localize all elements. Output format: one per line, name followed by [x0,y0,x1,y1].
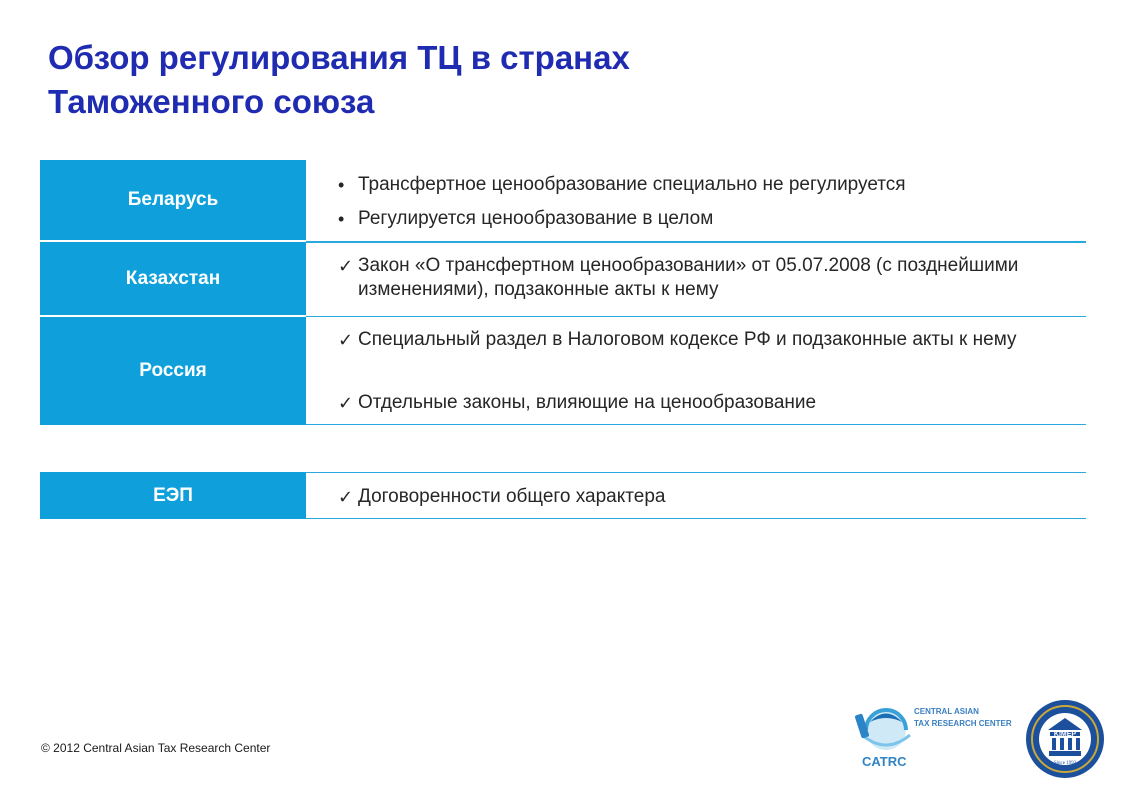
country-label-kazakhstan: Казахстан [40,242,306,317]
kimep-seal-icon [1024,698,1106,780]
country-label-russia: Россия [40,317,306,425]
page-title [48,36,948,124]
catrc-line-2: TAX RESEARCH CENTER [914,719,1012,728]
row-content-eep [306,472,1086,519]
catrc-logo-icon [850,700,1015,780]
kimep-name: KIMEP [1053,731,1077,738]
row-belarus [40,160,1086,242]
list-item [338,254,1066,302]
list-item-text: Договоренности общего характера [358,486,666,507]
list-item-text: Регулируется ценообразование в целом [358,208,714,229]
list-item [338,328,1066,352]
list-item-text: Закон «О трансфертном ценообразовании» от 05.07.2008 (с позднейшими изменениями), подзаконные акты к нему [358,255,1019,300]
list-item [338,391,1066,415]
row-content-belarus [306,160,1086,242]
bullet-icon: • [338,209,345,229]
row-russia [40,317,1086,425]
list-item [338,485,1066,509]
list-item-text: Отдельные законы, влияющие на ценообразование [358,392,817,413]
check-icon: ✓ [338,330,354,350]
list-item [338,173,1066,197]
row-eep [40,472,1086,519]
country-label-belarus: Беларусь [40,160,306,242]
catrc-short: CATRC [862,754,907,769]
catrc-line-1: CENTRAL ASIAN [914,707,979,716]
check-icon: ✓ [338,393,354,413]
row-kazakhstan [40,242,1086,317]
row-content-kazakhstan [306,242,1086,317]
kimep-since: Since 1992 [1053,761,1077,766]
bullet-icon: • [338,175,345,195]
copyright-footer: © 2012 Central Asian Tax Research Center [41,741,271,755]
check-icon: ✓ [338,487,354,507]
page-title-line-2: Таможенного союза [48,83,375,120]
list-item-text: Трансфертное ценообразование специально не регулируется [358,174,906,195]
page-title-line-1: Обзор регулирования ТЦ в странах [48,39,630,76]
check-icon: ✓ [338,256,354,276]
list-item [338,207,1066,231]
country-label-eep: ЕЭП [40,472,306,519]
row-content-russia [306,317,1086,425]
list-item-text: Специальный раздел в Налоговом кодексе РФ и подзаконные акты к нему [358,329,1017,350]
